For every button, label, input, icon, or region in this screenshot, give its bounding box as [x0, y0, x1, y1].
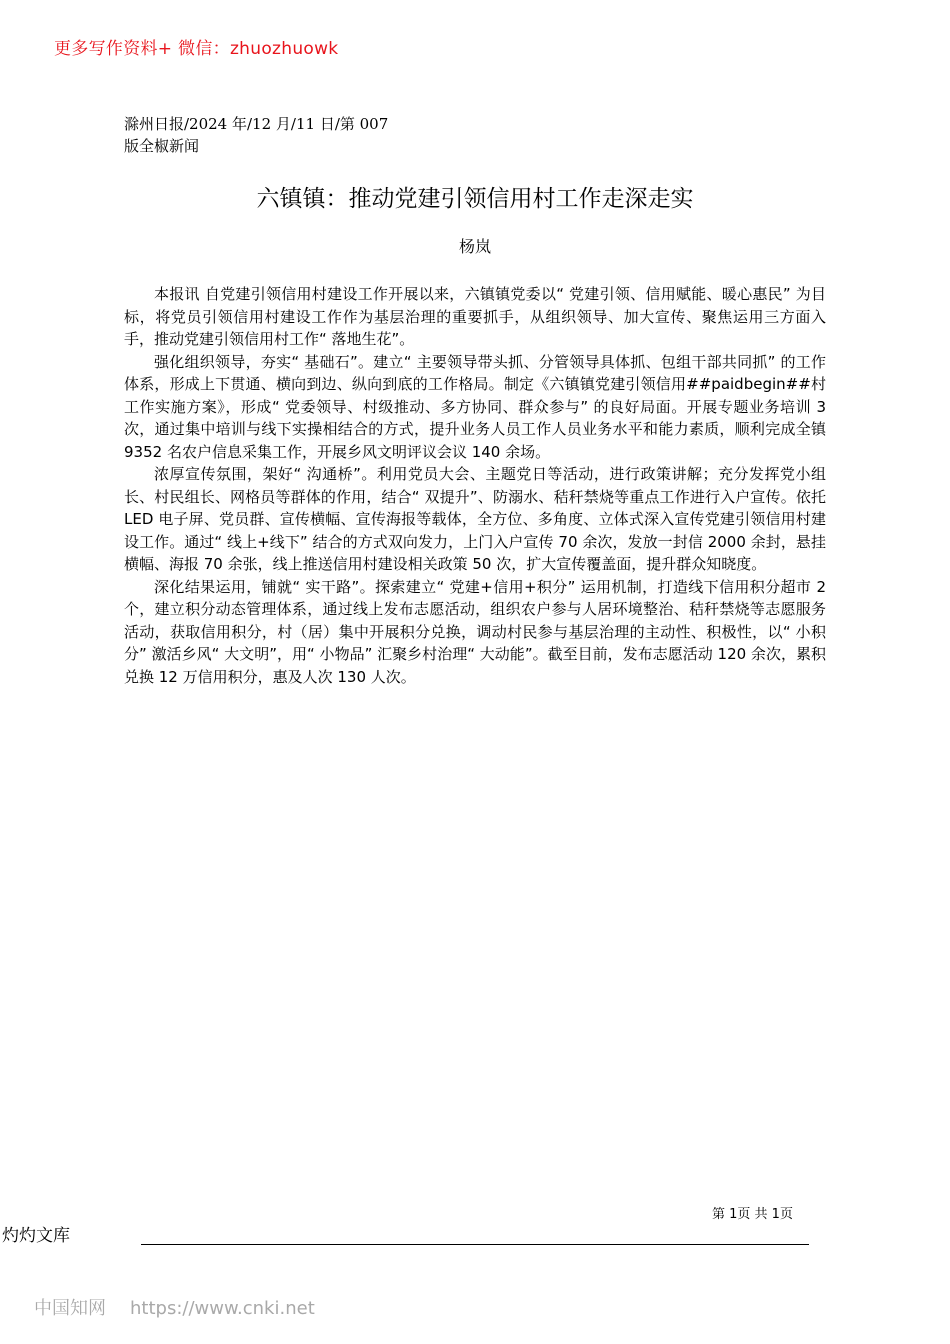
cnki-url: https://www.cnki.net — [130, 1298, 315, 1319]
article-body — [124, 283, 826, 688]
source-line-2: 版全椒新闻 — [124, 137, 200, 155]
source-line — [124, 113, 424, 157]
promo-banner: 更多写作资料+ 微信：zhuozhuowk — [54, 39, 339, 59]
library-watermark: 灼灼文库 — [2, 1226, 70, 1246]
article-paragraph: 浓厚宣传氛围，架好“ 沟通桥”。利用党员大会、主题党日等活动，进行政策讲解；充分发挥党小组长、村民组长、网格员等群体的作用，结合“ 双提升”、防溺水、秸秆禁烧等重点工作进行入户宣传。依托 LED 电子屏、党员群、宣传横幅、宣传海报等载体，全方位、多角度、立体式深入宣传党建引领信用村建设工作。通过“ 线上+线下” 结合的方式双向发力，上门入户宣传 70 余次，发放一封信 2000 余封，悬挂横幅、海报 70 余张，线上推送信用村建设相关政策 50 次，扩大宣传覆盖面，提升群众知晓度。 — [124, 465, 826, 573]
article-paragraph: 强化组织领导，夯实“ 基础石”。建立“ 主要领导带头抓、分管领导具体抓、包组干部共同抓” 的工作体系，形成上下贯通、横向到边、纵向到底的工作格局。制定《六镇镇党建引领信用##paidbegin##村工作实施方案》，形成“ 党委领导、村级推动、多方协同、群众参与” 的良好局面。开展专题业务培训 3 次，通过集中培训与线下实操相结合的方式，提升业务人员工作人员业务水平和能力素质，顺利完成全镇 9352 名农户信息采集工作，开展乡风文明评议会议 140 余场。 — [124, 352, 826, 461]
article-title: 六镇镇：推动党建引领信用村工作走深走实 — [256, 186, 694, 212]
cnki-watermark — [34, 1294, 315, 1320]
article-paragraph: 本报讯 自党建引领信用村建设工作开展以来，六镇镇党委以“ 党建引领、信用赋能、暖心惠民” 为目标，将党员引领信用村建设工作作为基层治理的重要抓手，从组织领导、加大宣传、聚焦运用三方面入手，推动党建引领信用村工作“ 落地生花”。 — [124, 285, 826, 348]
cnki-brand: 中国知网 — [34, 1298, 106, 1319]
source-line-1: 滁州日报/2024 年/12 月/11 日/第 007 — [124, 115, 389, 133]
article-paragraph: 深化结果运用，铺就“ 实干路”。探索建立“ 党建+信用+积分” 运用机制，打造线下信用积分超市 2 个，建立积分动态管理体系，通过线上发布志愿活动，组织农户参与人居环境整治、秸秆禁烧等志愿服务活动，获取信用积分，村（居）集中开展积分兑换，调动村民参与基层治理的主动性、积极性，以“ 小积分” 激活乡风“ 大文明”，用“ 小物品” 汇聚乡村治理“ 大动能”。截至目前，发布志愿活动 120 余次，累积兑换 12 万信用积分，惠及人次 130 人次。 — [124, 577, 826, 686]
footer-divider — [141, 1244, 809, 1245]
article-author: 杨岚 — [458, 237, 491, 256]
page-number: 第 1页 共 1页 — [712, 1207, 793, 1222]
